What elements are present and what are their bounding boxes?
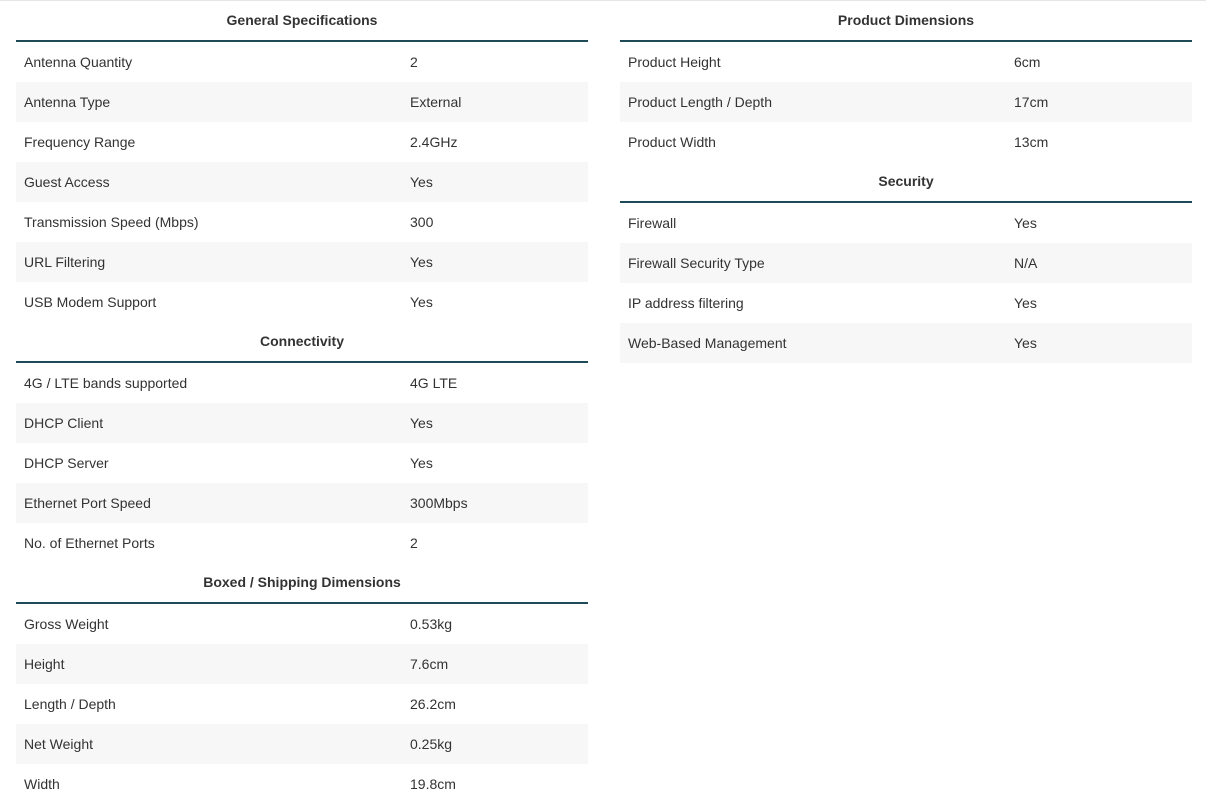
spec-value: External xyxy=(410,94,462,110)
spec-row xyxy=(620,122,1192,162)
spec-label: Antenna Type xyxy=(24,94,111,110)
spec-section-product-dimensions xyxy=(620,1,1192,162)
spec-label: URL Filtering xyxy=(24,254,106,270)
spec-value: 2 xyxy=(410,54,418,70)
spec-value: 7.6cm xyxy=(410,656,449,672)
section-title: Connectivity xyxy=(16,322,588,363)
spec-value: Yes xyxy=(410,294,433,310)
spec-value: 0.53kg xyxy=(410,616,453,632)
section-title: Product Dimensions xyxy=(620,1,1192,42)
spec-label: Net Weight xyxy=(24,736,93,752)
spec-value: Yes xyxy=(410,415,433,431)
spec-row xyxy=(16,122,588,162)
spec-row xyxy=(16,684,588,724)
spec-label: Width xyxy=(24,776,60,792)
spec-row xyxy=(16,523,588,563)
spec-row xyxy=(16,363,588,403)
spec-row xyxy=(16,82,588,122)
spec-row xyxy=(16,443,588,483)
spec-row xyxy=(620,203,1192,243)
spec-value: 13cm xyxy=(1014,134,1049,150)
spec-label: IP address filtering xyxy=(628,295,744,311)
spec-label: Transmission Speed (Mbps) xyxy=(24,214,199,230)
spec-row xyxy=(620,42,1192,82)
spec-value: Yes xyxy=(410,455,433,471)
spec-label: Guest Access xyxy=(24,174,110,190)
spec-label: Length / Depth xyxy=(24,696,116,712)
spec-value: N/A xyxy=(1014,255,1038,271)
spec-row xyxy=(620,323,1192,363)
spec-section-general-specifications xyxy=(16,1,588,322)
section-title: Boxed / Shipping Dimensions xyxy=(16,563,588,604)
spec-label: Product Length / Depth xyxy=(628,94,772,110)
spec-value: 0.25kg xyxy=(410,736,453,752)
spec-label: 4G / LTE bands supported xyxy=(24,375,188,391)
spec-label: Web-Based Management xyxy=(628,335,787,351)
spec-label: Product Height xyxy=(628,54,721,70)
spec-section-boxed-shipping-dimensions xyxy=(16,563,588,804)
spec-row xyxy=(16,242,588,282)
spec-label: DHCP Client xyxy=(24,415,104,431)
spec-label: Product Width xyxy=(628,134,716,150)
spec-label: Firewall Security Type xyxy=(628,255,765,271)
spec-value: 17cm xyxy=(1014,94,1049,110)
section-title: Security xyxy=(620,162,1192,203)
spec-label: Ethernet Port Speed xyxy=(24,495,151,511)
spec-row xyxy=(16,403,588,443)
spec-value: Yes xyxy=(410,174,433,190)
spec-row xyxy=(620,283,1192,323)
spec-row xyxy=(620,82,1192,122)
spec-label: Frequency Range xyxy=(24,134,136,150)
spec-value: 2 xyxy=(410,535,418,551)
spec-value: 19.8cm xyxy=(410,776,456,792)
spec-row xyxy=(16,724,588,764)
section-title: General Specifications xyxy=(16,1,588,42)
spec-label: Antenna Quantity xyxy=(24,54,133,70)
spec-section-security xyxy=(620,162,1192,363)
spec-column-left xyxy=(16,1,588,804)
spec-row xyxy=(16,42,588,82)
spec-value: 26.2cm xyxy=(410,696,456,712)
spec-row xyxy=(16,644,588,684)
spec-label: Gross Weight xyxy=(24,616,109,632)
spec-row xyxy=(620,243,1192,283)
spec-value: 6cm xyxy=(1014,54,1041,70)
spec-value: Yes xyxy=(1014,295,1037,311)
spec-row xyxy=(16,162,588,202)
spec-label: DHCP Server xyxy=(24,455,109,471)
spec-value: Yes xyxy=(1014,335,1037,351)
spec-label: USB Modem Support xyxy=(24,294,157,310)
spec-label: Firewall xyxy=(628,215,677,231)
spec-label: No. of Ethernet Ports xyxy=(24,535,155,551)
spec-row xyxy=(16,202,588,242)
spec-value: 300 xyxy=(410,214,434,230)
spec-section-connectivity xyxy=(16,322,588,563)
spec-value: Yes xyxy=(410,254,433,270)
spec-row xyxy=(16,764,588,804)
spec-value: 4G LTE xyxy=(410,375,458,391)
spec-label: Height xyxy=(24,656,65,672)
spec-row xyxy=(16,483,588,523)
spec-row xyxy=(16,604,588,644)
spec-column-right xyxy=(620,1,1192,363)
spec-value: 2.4GHz xyxy=(410,134,458,150)
spec-row xyxy=(16,282,588,322)
spec-value: 300Mbps xyxy=(410,495,468,511)
spec-value: Yes xyxy=(1014,215,1037,231)
